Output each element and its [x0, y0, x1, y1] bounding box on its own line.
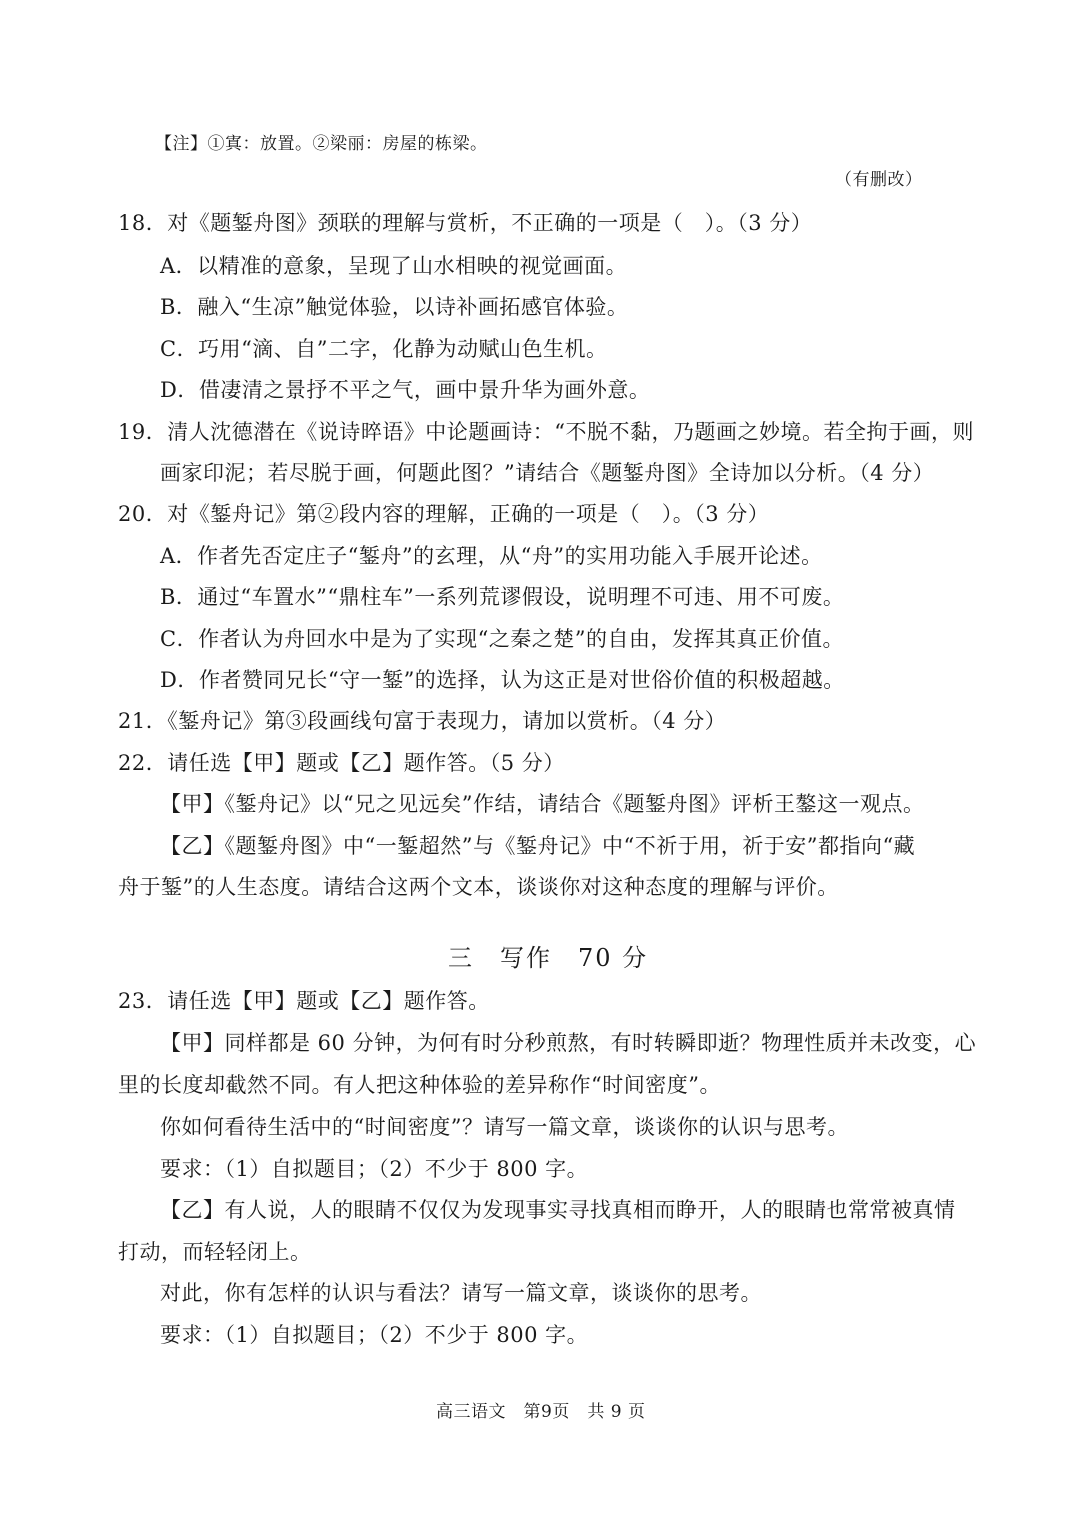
question-19-line-1: 19．清人沈德潜在《说诗晬语》中论题画诗：“不脱不黏，乃题画之妙境。若全拘于画，则 [118, 420, 974, 444]
question-23-yi-prompt: 对此，你有怎样的认识与看法？请写一篇文章，谈谈你的思考。 [160, 1281, 762, 1305]
question-23-jia-requirement: 要求：（1）自拟题目；（2）不少于 800 字。 [160, 1157, 589, 1181]
question-22-option-jia: 【甲】《錾舟记》以“兄之见远矣”作结，请结合《题錾舟图》评析王鏊这一观点。 [160, 792, 925, 816]
question-20-option-a: A．作者先否定庄子“錾舟”的玄理，从“舟”的实用功能入手展开论述。 [160, 544, 823, 568]
question-21: 21．《錾舟记》第③段画线句富于表现力，请加以赏析。（4 分） [118, 709, 727, 733]
question-23-jia-prompt: 你如何看待生活中的“时间密度”？请写一篇文章，谈谈你的认识与思考。 [160, 1115, 849, 1139]
question-20-stem: 20．对《錾舟记》第②段内容的理解，正确的一项是（ ）。（3 分） [118, 502, 770, 526]
question-23-jia-line-2: 里的长度却截然不同。有人把这种体验的差异称作“时间密度”。 [118, 1073, 721, 1097]
question-20-option-d: D．作者赞同兄长“守一錾”的选择，认为这正是对世俗价值的积极超越。 [160, 668, 845, 692]
question-18-option-c: C．巧用“滴、自”二字，化静为动赋山色生机。 [160, 337, 608, 361]
question-23-stem: 23．请任选【甲】题或【乙】题作答。 [118, 989, 490, 1013]
question-20-option-b: B．通过“车置水”“鼎柱车”一系列荒谬假设，说明理不可违、用不可废。 [160, 585, 845, 609]
question-23-yi-line-2: 打动，而轻轻闭上。 [118, 1240, 312, 1264]
question-19-line-2: 画家印泥；若尽脱于画，何题此图？”请结合《题錾舟图》全诗加以分析。（4 分） [160, 461, 935, 485]
question-22-option-yi-line-2: 舟于錾”的人生态度。请结合这两个文本，谈谈你对这种态度的理解与评价。 [118, 875, 839, 899]
annotation-note: 【注】①寘：放置。②梁丽：房屋的栋梁。 [155, 134, 488, 154]
question-18-stem: 18．对《题錾舟图》颈联的理解与赏析，不正确的一项是（ ）。（3 分） [118, 211, 813, 235]
section-3-title: 三 写作 70 分 [448, 944, 649, 972]
question-23-yi-requirement: 要求：（1）自拟题目；（2）不少于 800 字。 [160, 1323, 589, 1347]
page-footer: 高三语文 第9页 共 9 页 [436, 1402, 646, 1422]
question-23-jia-line-1: 【甲】同样都是 60 分钟，为何有时分秒煎熬，有时转瞬即逝？物理性质并未改变，心 [160, 1031, 977, 1055]
question-20-option-c: C．作者认为舟回水中是为了实现“之秦之楚”的自由，发挥其真正价值。 [160, 627, 845, 651]
question-22-option-yi-line-1: 【乙】《题錾舟图》中“一錾超然”与《錾舟记》中“不祈于用，祈于安”都指向“藏 [160, 834, 916, 858]
question-18-option-b: B．融入“生凉”触觉体验，以诗补画拓感官体验。 [160, 295, 629, 319]
question-18-option-d: D．借凄清之景抒不平之气，画中景升华为画外意。 [160, 378, 651, 402]
question-22-stem: 22．请任选【甲】题或【乙】题作答。（5 分） [118, 751, 565, 775]
question-23-yi-line-1: 【乙】有人说，人的眼睛不仅仅为发现事实寻找真相而睁开，人的眼睛也常常被真情 [160, 1198, 956, 1222]
source-note: （有删改） [835, 170, 923, 190]
question-18-option-a: A．以精准的意象，呈现了山水相映的视觉画面。 [160, 254, 628, 278]
